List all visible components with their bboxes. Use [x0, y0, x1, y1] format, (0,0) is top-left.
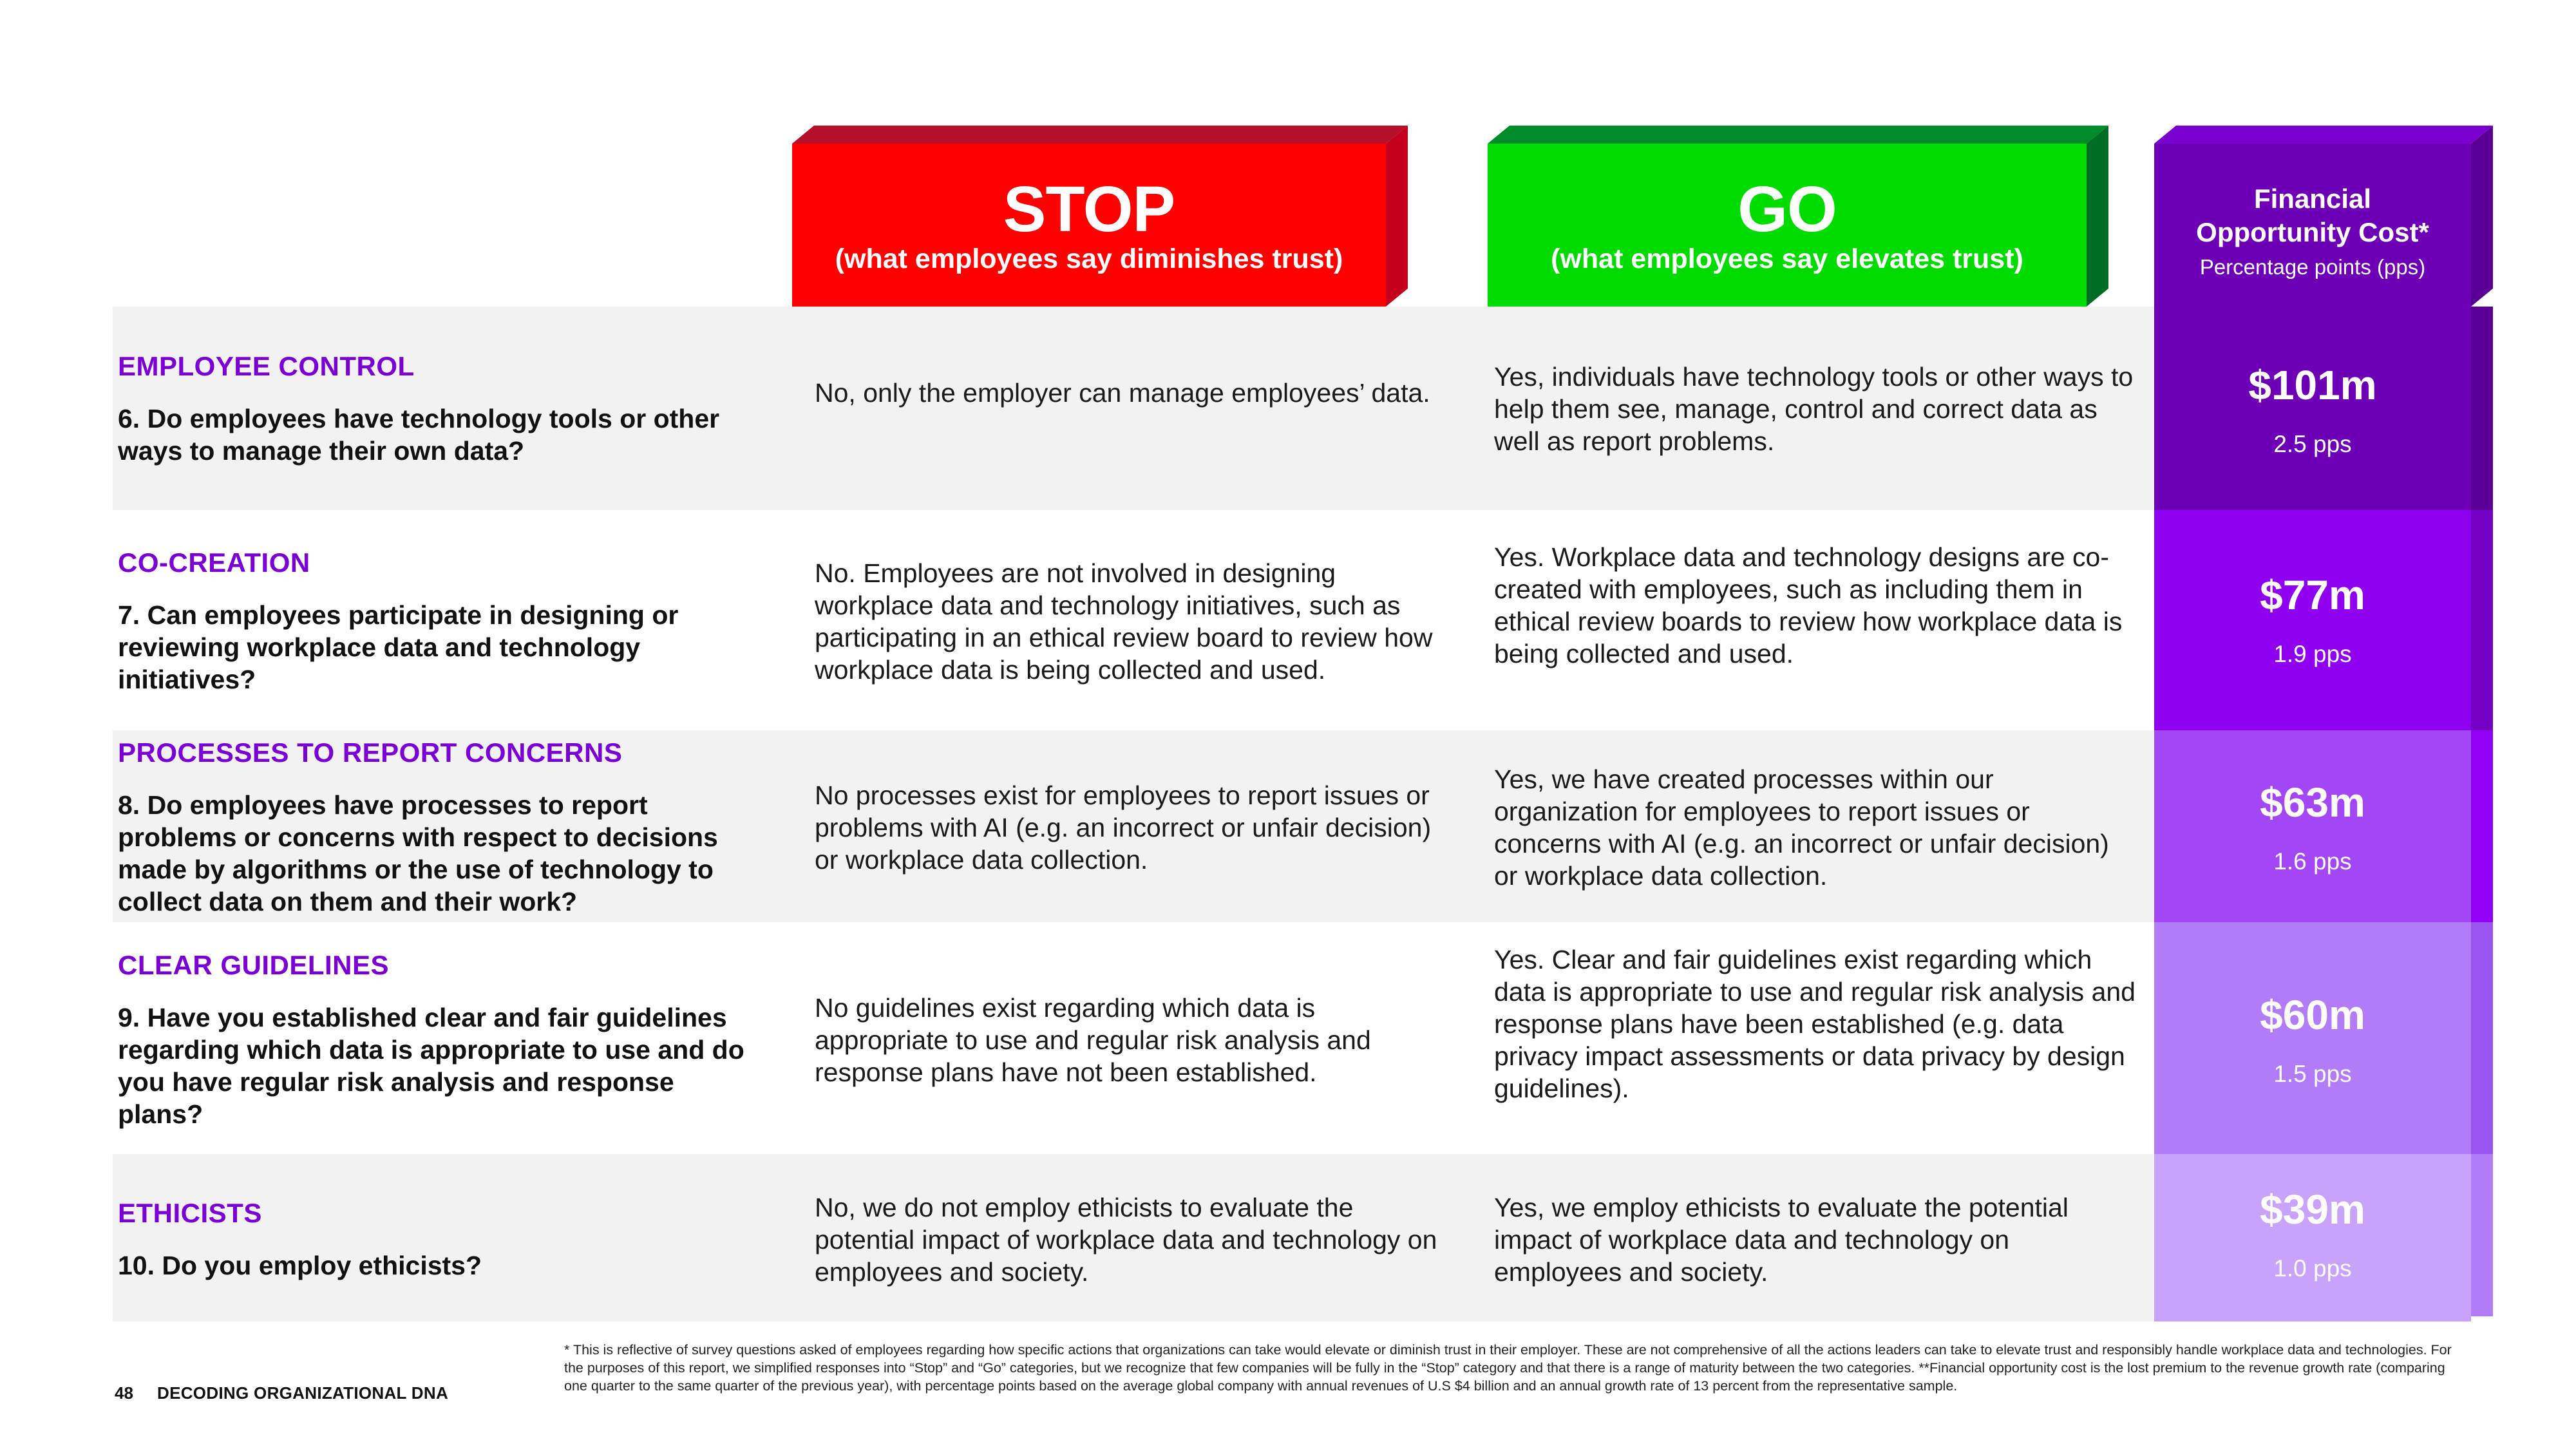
financial-pps: 2.5 pps [2273, 431, 2352, 457]
financial-side-face [2471, 730, 2493, 922]
stop-header-top-face [792, 126, 1408, 144]
stop-cell: No. Employees are not involved in designing workplace data and technology initiatives, such as participating in an ethical review board to review how workplace data is being collected and used. [815, 558, 1433, 685]
financial-header-side-face [2471, 126, 2493, 307]
financial-header-top-face [2154, 126, 2493, 144]
financial-pps: 1.5 pps [2273, 1061, 2352, 1087]
financial-side-face [2471, 922, 2493, 1154]
financial-side-face [2471, 307, 2493, 510]
financial-cell [2154, 1154, 2471, 1321]
stop-cell: No, we do not employ ethicists to evaluate the potential impact of workplace data and technology on employees and society. [815, 1193, 1437, 1287]
financial-amount: $77m [2260, 572, 2365, 618]
go-cell: Yes. Workplace data and technology designs are co-created with employees, such as including them in ethical review boards to review how workplace data is being collected and used. [1494, 542, 2123, 668]
category-label: CO-CREATION [118, 547, 310, 578]
category-label: PROCESSES TO REPORT CONCERNS [118, 737, 623, 768]
page-number: 48 [115, 1383, 133, 1403]
category-label: EMPLOYEE CONTROL [118, 351, 415, 381]
go-title: GO [1738, 173, 1837, 245]
go-header-top-face [1488, 126, 2108, 144]
category-label: CLEAR GUIDELINES [118, 950, 390, 980]
question-text: 8. Do employees have processes to report problems or concerns with respect to decisions made by algorithms or the use of technology to collect data on them and their work? [118, 790, 718, 916]
financial-pps: 1.9 pps [2273, 641, 2352, 667]
category-label: ETHICISTS [118, 1198, 262, 1228]
question-text: 9. Have you established clear and fair guidelines regarding which data is appropriate to use and do you have regular risk analysis and response plans? [118, 1003, 744, 1129]
stop-cell: No processes exist for employees to report issues or problems with AI (e.g. an incorrect or unfair decision) or workplace data collection. [815, 781, 1432, 875]
financial-cell [2154, 922, 2471, 1154]
financial-amount: $60m [2260, 992, 2365, 1038]
stop-subtitle: (what employees say diminishes trust) [835, 243, 1343, 274]
stop-cell: No, only the employer can manage employees’ data. [815, 378, 1430, 408]
financial-amount: $63m [2260, 779, 2365, 826]
financial-side-face [2471, 510, 2493, 730]
question-text: 10. Do you employ ethicists? [118, 1251, 482, 1280]
question-text: 6. Do employees have technology tools or other ways to manage their own data? [118, 404, 720, 466]
financial-subtitle: Percentage points (pps) [2199, 255, 2426, 279]
financial-pps: 1.6 pps [2273, 848, 2352, 875]
financial-title-line2: Opportunity Cost* [2196, 217, 2429, 247]
financial-title [2154, 182, 2471, 249]
financial-cell [2154, 510, 2471, 730]
financial-amount: $39m [2260, 1186, 2365, 1233]
question-text: 7. Can employees participate in designing or reviewing workplace data and technology initiatives? [118, 600, 679, 694]
financial-cell [2154, 307, 2471, 510]
financial-title-line1: Financial [2253, 184, 2372, 214]
stop-title: STOP [1003, 173, 1175, 245]
stop-header-side-face [1386, 126, 1408, 307]
financial-cell [2154, 730, 2471, 922]
go-cell: Yes, we have created processes within our organization for employees to report issues or concerns with AI (e.g. an incorrect or unfair decision) or workplace data collection. [1494, 764, 2109, 891]
footer-title: DECODING ORGANIZATIONAL DNA [157, 1383, 449, 1403]
go-subtitle: (what employees say elevates trust) [1551, 243, 2023, 274]
stop-header [792, 144, 1386, 307]
go-cell: Yes, we employ ethicists to evaluate the potential impact of workplace data and technology on employees and society. [1494, 1193, 2069, 1287]
footnote: * This is reflective of survey questions asked of employees regarding how specific actions that organizations can take would elevate or diminish trust in their employer. These are not comprehensive of all the actions leaders can take to elevate trust and responsibly handle workplace data and technologies. For the purposes of this report, we simplified responses into “Stop” and “Go” categories, but we recognize that few companies will be fully in the “Stop” category and that there is a range of maturity between the two categories. **Financial opportunity cost is the lost premium to the revenue growth rate (comparing one quarter to the same quarter of the previous year), with percentage points based on the average global company with annual revenues of U.S $4 billion and an annual growth rate of 13 percent from the representative sample. [564, 1342, 2452, 1394]
go-cell: Yes. Clear and fair guidelines exist regarding which data is appropriate to use and regular risk analysis and response plans have been established (e.g. data privacy impact assessments or data privacy by design guidelines). [1494, 945, 2136, 1103]
go-cell: Yes, individuals have technology tools or other ways to help them see, manage, control and correct data as well as report problems. [1494, 362, 2134, 456]
financial-pps: 1.0 pps [2273, 1255, 2352, 1282]
financial-amount: $101m [2248, 362, 2377, 408]
financial-side-face [2471, 1154, 2493, 1316]
financial-header [2154, 144, 2471, 307]
go-header-side-face [2087, 126, 2108, 307]
stop-cell: No guidelines exist regarding which data is appropriate to use and regular risk analysis and response plans have not been established. [815, 993, 1371, 1087]
go-header [1488, 144, 2087, 307]
